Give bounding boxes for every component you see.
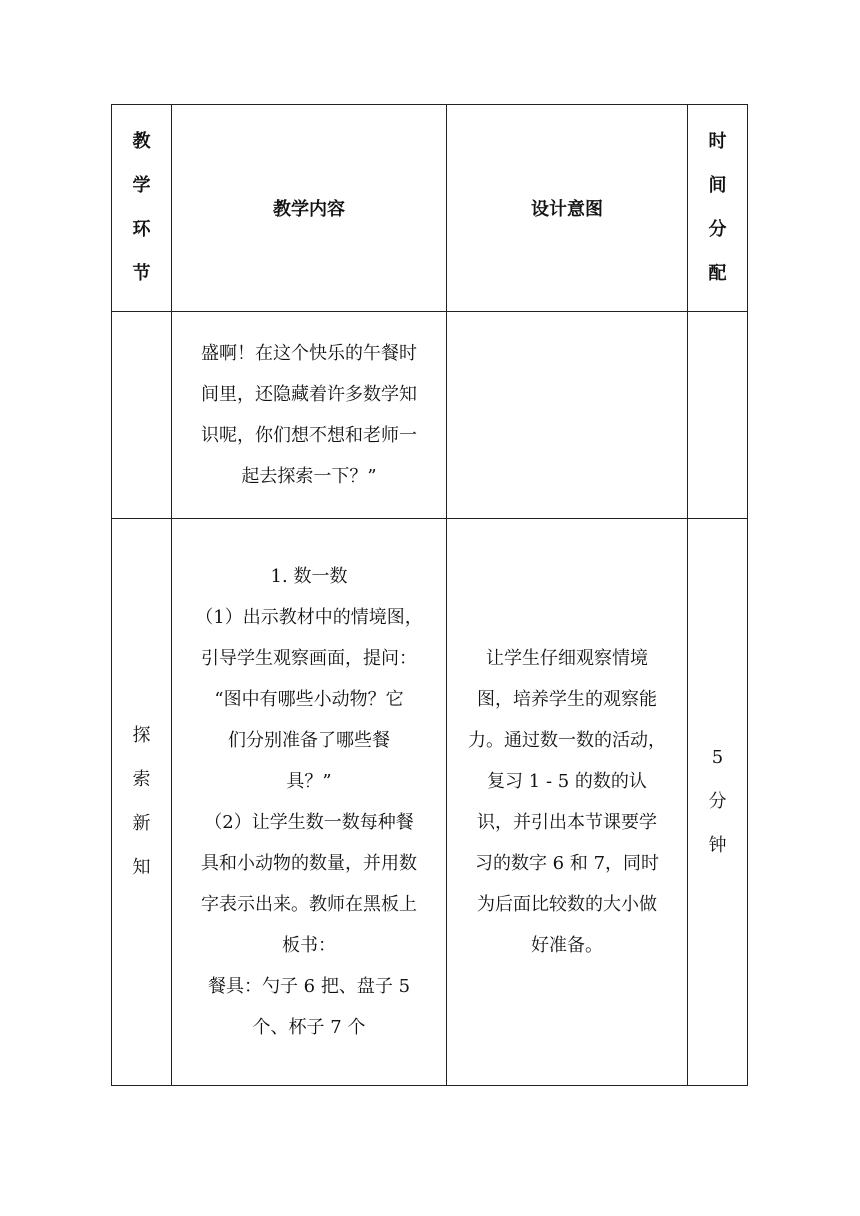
table-row bbox=[112, 312, 748, 519]
stage-vertical-text bbox=[112, 714, 171, 890]
header-intent-cell bbox=[447, 105, 688, 312]
time-cell bbox=[688, 519, 748, 1086]
lesson-plan-table bbox=[111, 104, 748, 1086]
stage-char: 新 bbox=[132, 813, 151, 834]
stage-char: 索 bbox=[132, 769, 151, 790]
content-line: 起去探索一下？” bbox=[241, 466, 377, 487]
header-row bbox=[112, 105, 748, 312]
header-stage-char: 学 bbox=[132, 175, 151, 196]
content-text bbox=[172, 556, 446, 1048]
content-line: 具和小动物的数量，并用数 bbox=[201, 853, 417, 874]
content-line: 盛啊！在这个快乐的午餐时 bbox=[201, 343, 417, 364]
stage-cell bbox=[112, 312, 172, 519]
table-row bbox=[112, 519, 748, 1086]
intent-line: 为后面比较数的大小做 bbox=[477, 894, 657, 915]
content-line: 们分别准备了哪些餐 bbox=[228, 730, 390, 751]
time-cell bbox=[688, 312, 748, 519]
content-line: 间里，还隐藏着许多数学知 bbox=[201, 384, 417, 405]
stage-cell bbox=[112, 519, 172, 1086]
header-time-char: 配 bbox=[708, 263, 727, 284]
time-vertical-text bbox=[688, 736, 747, 868]
stage-char: 知 bbox=[132, 857, 151, 878]
content-line: 字表示出来。教师在黑板上 bbox=[201, 894, 417, 915]
content-line: 板书： bbox=[282, 935, 336, 956]
header-intent-label: 设计意图 bbox=[531, 199, 603, 220]
content-line: 引导学生观察画面，提问： bbox=[201, 648, 417, 669]
content-line: “图中有哪些小动物？它 bbox=[214, 689, 404, 710]
time-char: 分 bbox=[708, 791, 727, 812]
stage-char: 探 bbox=[132, 725, 151, 746]
content-line: 个、杯子 7 个 bbox=[252, 1017, 366, 1038]
intent-line: 识，并引出本节课要学 bbox=[477, 812, 657, 833]
intent-line: 图，培养学生的观察能 bbox=[477, 689, 657, 710]
header-content-label: 教学内容 bbox=[273, 199, 345, 220]
content-text bbox=[172, 333, 446, 497]
header-time-char: 时 bbox=[708, 131, 727, 152]
time-char: 5 bbox=[711, 747, 724, 768]
content-line: （1）出示教材中的情境图， bbox=[195, 607, 423, 628]
header-stage-char: 教 bbox=[132, 131, 151, 152]
intent-line: 习的数字 6 和 7，同时 bbox=[474, 853, 660, 874]
content-line: 识呢，你们想不想和老师一 bbox=[201, 425, 417, 446]
header-stage-vertical-text bbox=[112, 120, 171, 296]
intent-line: 好准备。 bbox=[531, 935, 603, 956]
time-char: 钟 bbox=[708, 835, 727, 856]
content-line: 餐具：勺子 6 把、盘子 5 bbox=[207, 976, 411, 997]
intent-text bbox=[447, 638, 687, 966]
content-cell bbox=[172, 312, 447, 519]
header-stage-char: 环 bbox=[132, 219, 151, 240]
header-content-cell bbox=[172, 105, 447, 312]
intent-cell bbox=[447, 312, 688, 519]
header-time-vertical-text bbox=[688, 120, 747, 296]
header-time-char: 分 bbox=[708, 219, 727, 240]
header-stage-cell bbox=[112, 105, 172, 312]
content-cell bbox=[172, 519, 447, 1086]
header-time-char: 间 bbox=[708, 175, 727, 196]
intent-cell bbox=[447, 519, 688, 1086]
header-stage-char: 节 bbox=[132, 263, 151, 284]
content-line: 具？” bbox=[286, 771, 332, 792]
intent-line: 力。通过数一数的活动， bbox=[468, 730, 666, 751]
header-time-cell bbox=[688, 105, 748, 312]
intent-line: 复习 1 - 5 的数的认 bbox=[487, 771, 647, 792]
content-line: 1. 数一数 bbox=[270, 566, 348, 587]
intent-line: 让学生仔细观察情境 bbox=[486, 648, 648, 669]
content-line: （2）让学生数一数每种餐 bbox=[204, 812, 414, 833]
